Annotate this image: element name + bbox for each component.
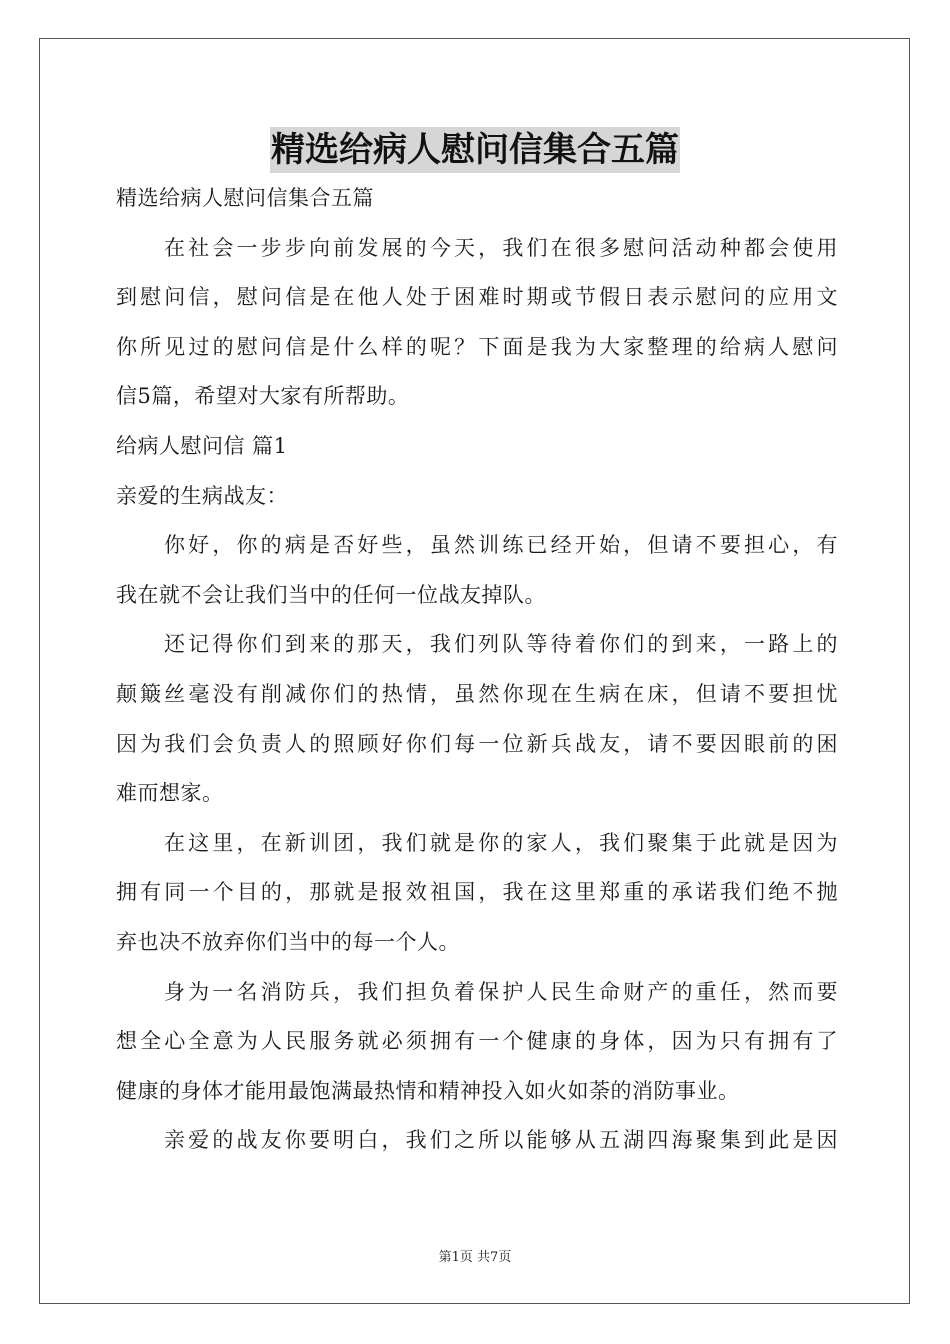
text-line: 信5篇，希望对大家有所帮助。	[116, 384, 410, 409]
salutation: 亲爱的生病战友：	[116, 483, 288, 508]
text-line: 身为一名消防兵，我们担负着保护人民生命财产的重任，然而要	[164, 979, 838, 1004]
text-line: 到慰问信，慰问信是在他人处于困难时期或节假日表示慰问的应用文	[116, 285, 838, 310]
document-title-text: 精选给病人慰问信集合五篇	[270, 127, 680, 173]
section-heading: 给病人慰问信 篇1	[116, 433, 288, 458]
text-line: 还记得你们到来的那天，我们列队等待着你们的到来，一路上的	[164, 632, 838, 657]
text-line: 弃也决不放弃你们当中的每一个人。	[116, 929, 460, 954]
text-line: 拥有同一个目的，那就是报效祖国，我在这里郑重的承诺我们绝不抛	[116, 880, 838, 905]
text-line: 健康的身体才能用最饱满最热情和精神投入如火如荼的消防事业。	[116, 1078, 740, 1103]
document-title	[0, 124, 950, 176]
text-line: 你所见过的慰问信是什么样的呢？下面是我为大家整理的给病人慰问	[116, 334, 838, 359]
text-line: 我在就不会让我们当中的任何一位战友掉队。	[116, 582, 546, 607]
text-line: 在社会一步步向前发展的今天，我们在很多慰问活动种都会使用	[164, 235, 838, 260]
page-number-footer: 第1页 共7页	[438, 1250, 512, 1265]
text-line: 亲爱的战友你要明白，我们之所以能够从五湖四海聚集到此是因	[164, 1128, 838, 1153]
document-body	[116, 174, 838, 1166]
text-line: 你好，你的病是否好些，虽然训练已经开始，但请不要担心，有	[164, 533, 838, 558]
text-line: 在这里，在新训团，我们就是你的家人，我们聚集于此就是因为	[164, 830, 838, 855]
text-line: 难而想家。	[116, 781, 224, 806]
text-line: 因为我们会负责人的照顾好你们每一位新兵战友，请不要因眼前的困	[116, 731, 838, 756]
text-line: 想全心全意为人民服务就必须拥有一个健康的身体，因为只有拥有了	[116, 1029, 838, 1054]
text-line: 精选给病人慰问信集合五篇	[116, 186, 374, 210]
text-line: 颠簸丝毫没有削减你们的热情，虽然你现在生病在床，但请不要担忧	[116, 681, 838, 706]
